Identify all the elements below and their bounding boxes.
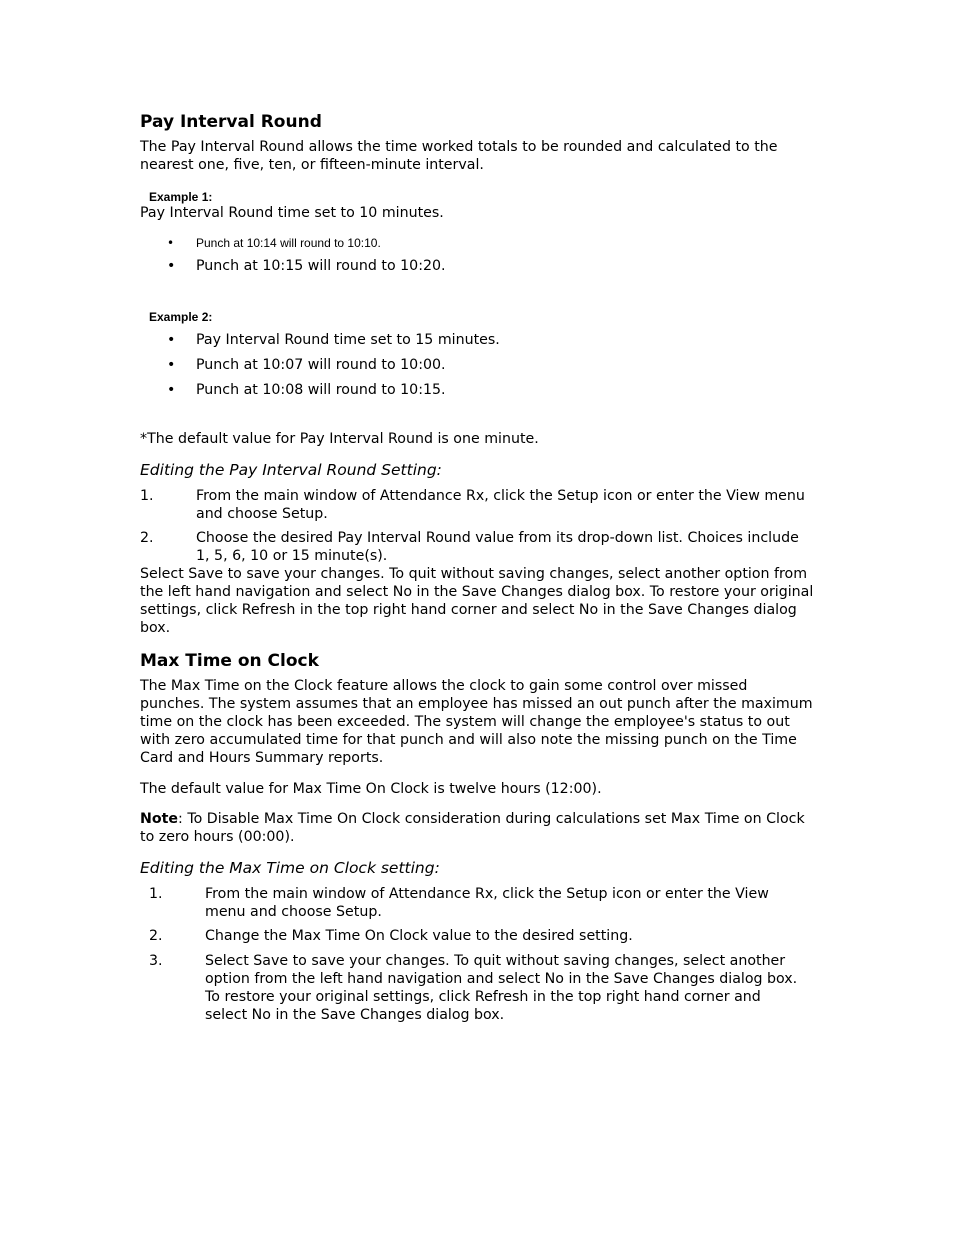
bullet-icon: •: [167, 332, 176, 348]
step-text: From the main window of Attendance Rx, click the Setup icon or enter the View menu and choose Setup.: [196, 488, 805, 522]
list-item: Punch at 10:15 will round to 10:20.: [196, 258, 446, 274]
example-1-setting: Pay Interval Round time set to 10 minutes.: [140, 205, 444, 221]
step-number: 1.: [140, 488, 154, 504]
max-time-editing-subheading: Editing the Max Time on Clock setting:: [140, 859, 440, 877]
step-number: 1.: [149, 886, 163, 902]
example-1-label: Example 1:: [149, 190, 213, 204]
step-number: 3.: [149, 953, 163, 969]
list-item: Punch at 10:07 will round to 10:00.: [196, 357, 446, 373]
bullet-icon: •: [167, 258, 176, 274]
step-text: Choose the desired Pay Interval Round value from its drop-down list. Choices include 1, 5, 6, 10 or 15 minute(s).: [196, 530, 799, 564]
step-number: 2.: [140, 530, 154, 546]
list-item: Punch at 10:08 will round to 10:15.: [196, 382, 446, 398]
note-label: Note: [140, 811, 179, 827]
max-time-intro: The Max Time on the Clock feature allows the clock to gain some control over missed punches. The system assumes that an employee has missed an out punch after the maximum time on the clock has been exceeded. The system will change the employee's status to out with zero accumulated time for that punch and will also note the missing punch on the Time Card and Hours Summary reports.: [140, 678, 813, 766]
bullet-icon: •: [167, 382, 176, 398]
pay-interval-default-note: *The default value for Pay Interval Round is one minute.: [140, 431, 539, 447]
pay-interval-editing-subheading: Editing the Pay Interval Round Setting:: [140, 461, 442, 479]
section-heading-max-time-on-clock: Max Time on Clock: [140, 651, 319, 671]
step-text: From the main window of Attendance Rx, click the Setup icon or enter the View menu and choose Setup.: [205, 886, 769, 920]
step-text: Change the Max Time On Clock value to the desired setting.: [205, 928, 633, 944]
list-item: Punch at 10:14 will round to 10:10.: [196, 236, 381, 250]
bullet-icon: •: [167, 357, 176, 373]
list-item: Pay Interval Round time set to 15 minutes.: [196, 332, 500, 348]
section-heading-pay-interval-round: Pay Interval Round: [140, 112, 322, 132]
step-number: 2.: [149, 928, 163, 944]
max-time-default-note: The default value for Max Time On Clock is twelve hours (12:00).: [140, 781, 602, 797]
pay-interval-intro: The Pay Interval Round allows the time worked totals to be rounded and calculated to the nearest one, five, ten, or fifteen-minute interval.: [140, 139, 778, 173]
note-text: : To Disable Max Time On Clock consideration during calculations set Max Time on Clock to zero hours (00:00).: [140, 811, 805, 845]
pay-interval-save-note: Select Save to save your changes. To quit without saving changes, select another option from the left hand navigation and select No in the Save Changes dialog box. To restore your original settings, click Refresh in the top right hand corner and select No in the Save Changes dialog box.: [140, 566, 814, 636]
max-time-note: [140, 810, 820, 846]
bullet-icon: •: [167, 236, 175, 250]
example-2-label: Example 2:: [149, 310, 213, 324]
step-text: Select Save to save your changes. To quit without saving changes, select another option from the left hand navigation and select No in the Save Changes dialog box. To restore your original settings, click Refresh in the top right hand corner and select No in the Save Changes dialog box.: [205, 953, 798, 1023]
